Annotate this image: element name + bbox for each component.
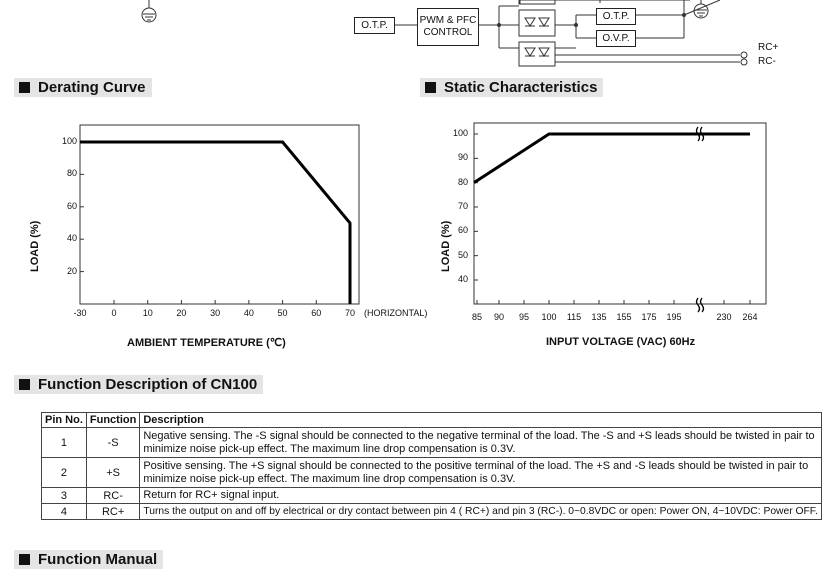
static-y-tick-label: 80 xyxy=(457,176,468,187)
otp-box-right: O.T.P. xyxy=(596,8,636,25)
function-description-header: Function Description of CN100 xyxy=(14,375,263,394)
header-function: Function xyxy=(86,413,139,428)
derating-x-tick-label: 20 xyxy=(176,308,187,318)
pin-cell: 1 xyxy=(42,428,87,458)
static-x-tick-label: 90 xyxy=(493,312,504,322)
table-row xyxy=(42,488,822,504)
static-x-tick-label: 95 xyxy=(518,312,529,322)
static-x-tick-label: 195 xyxy=(666,312,682,322)
derating-y-tick-label: 100 xyxy=(61,136,77,146)
bullet-square-icon xyxy=(19,554,30,565)
ovp-box: O.V.P. xyxy=(596,30,636,47)
table-header-row xyxy=(42,413,822,428)
description-cell: Positive sensing. The +S signal should be connected to the positive terminal of the load. The +S and -S leads should be twisted in pair to minimize noise pick-up effect. The maximum line drop compensation is 0.3V. xyxy=(140,458,822,488)
bullet-square-icon xyxy=(425,82,436,93)
table-row xyxy=(42,458,822,488)
static-y-tick-label: 60 xyxy=(457,225,468,236)
static-y-tick-label: 100 xyxy=(452,128,468,138)
derating-y-tick-label: 80 xyxy=(66,168,77,179)
static-x-tick-label: 135 xyxy=(591,312,607,322)
derating-x-tick-label: 70 xyxy=(344,308,355,318)
derating-series-line xyxy=(80,142,350,304)
static-series-line xyxy=(474,134,750,183)
static-x-tick-label: 264 xyxy=(742,312,758,322)
bullet-square-icon xyxy=(19,82,30,93)
derating-x-tick-label: 10 xyxy=(142,308,153,318)
description-cell: Turns the output on and off by electrical or dry contact between pin 4 ( RC+) and pin 3 (RC-). 0~0.8VDC or open: Power ON, 4~10VDC: Power OFF. xyxy=(140,504,822,520)
static-frame xyxy=(474,123,766,304)
static-x-axis-label: INPUT VOLTAGE (VAC) 60Hz xyxy=(546,336,696,348)
derating-x-tick-label: -30 xyxy=(73,308,87,318)
function-cell: -S xyxy=(86,428,139,458)
derating-curve-header: Derating Curve xyxy=(14,78,152,97)
derating-y-tick-label: 60 xyxy=(66,200,77,211)
function-cell: RC- xyxy=(86,488,139,504)
rc-plus-label: RC+ xyxy=(758,42,779,53)
derating-y-tick-label: 40 xyxy=(66,233,77,244)
derating-x-tick-label: 30 xyxy=(210,308,221,318)
derating-frame xyxy=(80,125,359,304)
derating-x-tick-label: 50 xyxy=(277,308,288,318)
static-y-tick-label: 50 xyxy=(457,249,468,260)
function-manual-header: Function Manual xyxy=(14,550,163,569)
table-row xyxy=(42,428,822,458)
pin-cell: 2 xyxy=(42,458,87,488)
static-characteristics-header: Static Characteristics xyxy=(420,78,603,97)
derating-y-axis-label: LOAD (%) xyxy=(29,220,41,272)
block-diagram xyxy=(0,0,830,72)
static-x-tick-label: 85 xyxy=(471,312,482,322)
ground-icon-right xyxy=(694,0,708,18)
pin-cell: 4 xyxy=(42,504,87,520)
derating-x-tick-label: 60 xyxy=(311,308,322,318)
static-y-tick-label: 70 xyxy=(457,201,468,211)
rc-minus-label: RC- xyxy=(758,56,776,67)
derating-y-tick-label: 20 xyxy=(66,265,77,276)
static-tick-marks xyxy=(474,134,750,304)
derating-x-tick-label: 40 xyxy=(243,308,254,318)
header-pin-no: Pin No. xyxy=(42,413,87,428)
bullet-square-icon xyxy=(19,379,30,390)
axis-break-icon xyxy=(697,127,704,312)
static-y-tick-label: 40 xyxy=(457,274,468,284)
control-line-1: PWM & PFC xyxy=(419,15,477,26)
function-table xyxy=(41,412,822,520)
static-x-tick-label: 155 xyxy=(616,312,632,322)
static-x-tick-label: 115 xyxy=(566,312,582,322)
table-row xyxy=(42,504,822,520)
derating-x-tick-label: 0 xyxy=(111,308,117,318)
static-y-tick-label: 90 xyxy=(457,152,468,163)
static-x-tick-label: 100 xyxy=(541,312,557,322)
derating-x-axis-label: AMBIENT TEMPERATURE (℃) xyxy=(127,337,286,349)
function-cell: +S xyxy=(86,458,139,488)
pin-cell: 3 xyxy=(42,488,87,504)
static-y-axis-label: LOAD (%) xyxy=(440,220,452,272)
description-cell: Negative sensing. The -S signal should be connected to the negative terminal of the load. The -S and +S leads should be twisted in pair to minimize noise pick-up effect. The maximum line drop compensation is 0.3V. xyxy=(140,428,822,458)
derating-tick-marks xyxy=(80,142,350,304)
pwm-pfc-control-box xyxy=(417,8,479,46)
static-x-tick-label: 175 xyxy=(641,312,657,322)
control-line-2: CONTROL xyxy=(423,27,473,38)
description-cell: Return for RC+ signal input. xyxy=(140,488,822,504)
ground-icon-left xyxy=(142,0,156,22)
function-cell: RC+ xyxy=(86,504,139,520)
static-x-tick-label: 230 xyxy=(716,312,732,322)
derating-x-suffix: (HORIZONTAL) xyxy=(364,308,428,318)
header-description: Description xyxy=(140,413,822,428)
otp-box-left: O.T.P. xyxy=(354,17,395,34)
